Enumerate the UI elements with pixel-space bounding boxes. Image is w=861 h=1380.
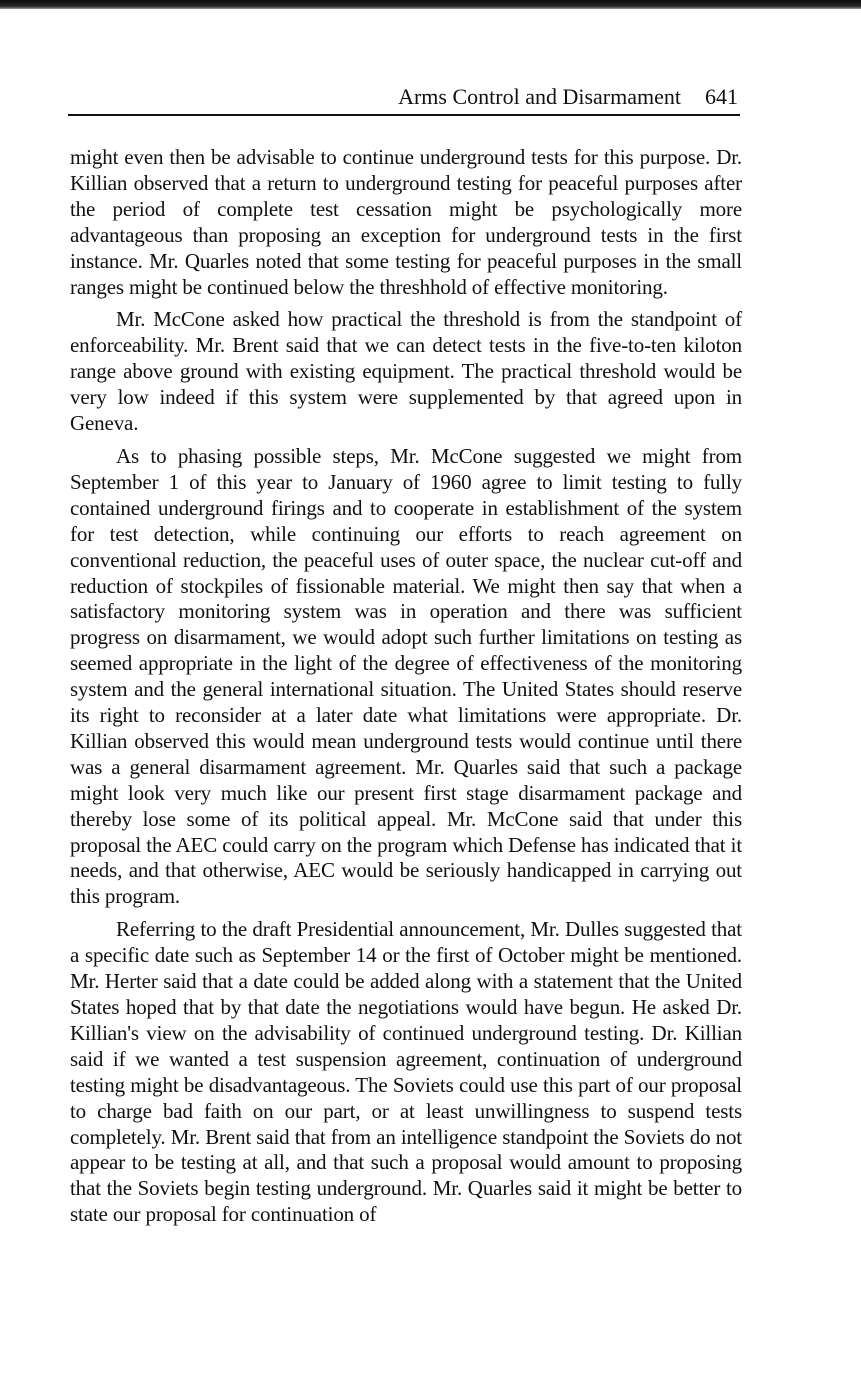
running-head [68,82,738,112]
header-rule [68,114,740,116]
body-text [70,145,742,1228]
page-number: 641 [705,84,738,109]
scan-top-edge [0,0,861,9]
paragraph-3: As to phasing possible steps, Mr. McCone suggested we might from September 1 of this year to January of 1960 agree to limit testing to fully contained underground firings and to cooperate in establishment of the system for test detection, while continuing our efforts to reach agreement on conventional reduction, the peaceful uses of outer space, the nuclear cut-off and reduction of stockpiles of fissionable material. We might then say that when a satisfactory monitoring system was in operation and there was sufficient progress on disarmament, we would adopt such further limitations on testing as seemed appropriate in the light of the degree of effectiveness of the monitoring system and the general international situation. The United States should reserve its right to reconsider at a later date what limitations were appropriate. Dr. Killian observed this would mean underground tests would continue until there was a general disarmament agreement. Mr. Quarles said that such a package might look very much like our present first stage disarmament package and thereby lose some of its political appeal. Mr. McCone said that under this proposal the AEC could carry on the program which Defense has indicated that it needs, and that otherwise, AEC would be seriously handicapped in carrying out this program. [70,443,742,909]
paragraph-2: Mr. McCone asked how practical the threshold is from the standpoint of enforceability. Mr. Brent said that we can detect tests in the five-to-ten kiloton range above ground with existing equipment. The practical threshold would be very low indeed if this system were supplemented by that agreed upon in Geneva. [70,307,742,436]
section-title: Arms Control and Disarmament [398,84,681,109]
paragraph-4: Referring to the draft Presidential announcement, Mr. Dulles suggested that a specific date such as September 14 or the first of October might be mentioned. Mr. Herter said that a date could be added along with a statement that the United States hoped that by that date the negotiations would have begun. He asked Dr. Killian's view on the advisability of continued underground testing. Dr. Killian said if we wanted a test suspension agreement, continuation of underground testing might be disadvantageous. The Soviets could use this part of our proposal to charge bad faith on our part, or at least unwillingness to suspend tests completely. Mr. Brent said that from an intelligence standpoint the Soviets do not appear to be testing at all, and that such a proposal would amount to proposing that the Soviets begin testing underground. Mr. Quarles said it might be better to state our proposal for continuation of [70,917,742,1227]
paragraph-1: might even then be advisable to continue underground tests for this purpose. Dr. Killian observed that a return to underground testing for peaceful purposes after the period of complete test cessation might be psychologically more advantageous than proposing an exception for underground tests in the first instance. Mr. Quarles noted that some testing for peaceful purposes in the small ranges might be continued below the threshhold of effective monitoring. [70,145,742,299]
